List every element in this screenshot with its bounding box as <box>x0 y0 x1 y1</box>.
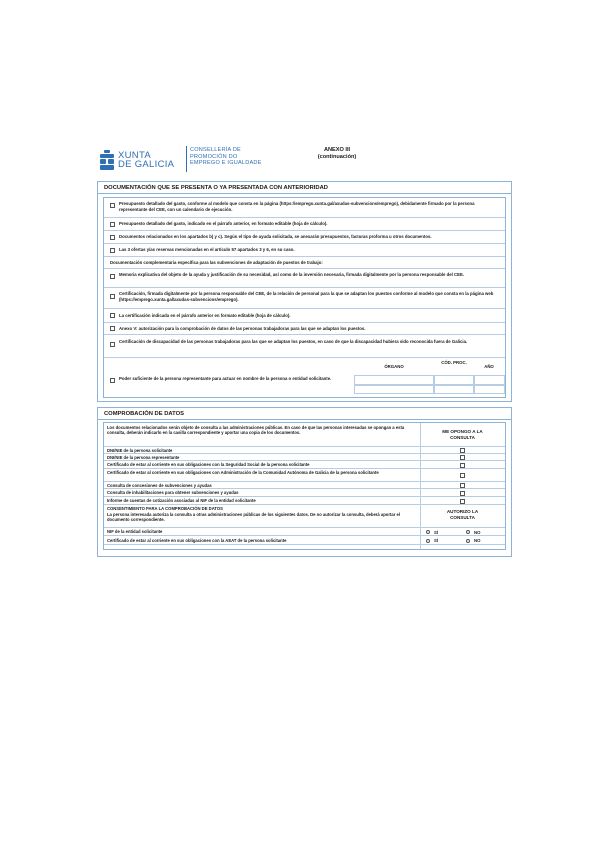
row-text: Consulta de concesiones de subvenciones y ayudas <box>107 483 212 488</box>
list-item <box>104 309 505 323</box>
checkbox[interactable] <box>110 274 115 279</box>
list-item <box>104 198 505 218</box>
oppose-checkbox[interactable] <box>460 491 465 496</box>
conselleria-name <box>190 147 262 167</box>
table-row <box>104 461 505 469</box>
table-row <box>104 482 505 489</box>
title-divider <box>98 419 511 420</box>
authorize-header: AUTORIZO LA CONSULTA <box>446 509 479 520</box>
oppose-checkbox[interactable] <box>460 455 465 460</box>
item-text: Certificación, firmada digitalmente por la persona responsable del CEE, de la relación de personal para la que se adaptan los puestos conforme al modelo que consta en la página web (https://emprego.xunta.gal/axudas-subvencions/emprego). <box>119 291 494 302</box>
no-radio[interactable] <box>466 539 470 543</box>
xunta-emblem-icon <box>100 150 114 170</box>
organo-field-2[interactable] <box>354 385 434 394</box>
table-row <box>104 454 505 461</box>
documentation-title: DOCUMENTACIÓN QUE SE PRESENTA O YA PRESENTADA CON ANTERIORIDAD <box>104 185 328 191</box>
conselleria-line1: CONSELLERÍA DE <box>190 147 241 153</box>
item-text: Las 3 ofertas y/as reservas mencionadas en el artículo 57 apartados 3 y 6, en su caso. <box>119 247 295 252</box>
list-item <box>104 323 505 335</box>
row-text: Certificado de estar al corriente en sus obligaciones con la AEAT de la persona solicitante <box>107 538 287 543</box>
checkbox[interactable] <box>110 235 115 240</box>
intro-row <box>104 423 505 447</box>
subheading: Documentación complementaria específica para las subvenciones de adaptación de puestos de trabajo: <box>110 260 323 265</box>
list-item <box>104 288 505 309</box>
cod-proc-field-2[interactable] <box>434 385 474 394</box>
row-text: DNI/NIE de la persona representante <box>107 455 180 460</box>
item-text: Certificación de discapacidad de las personas trabajadoras para las que se adaptan los puestos, en caso de que la discapacidad hubiera sido reconocida fuera de Galicia. <box>119 339 468 344</box>
row-text: Certificado de estar al corriente en sus obligaciones con Administración de la Comunidad Autónoma de Galicia de la persona solicitante <box>107 470 379 475</box>
consent-intro: La persona interesada autoriza la consulta a otras administraciones públicas de los siguientes datos. De no autorizar la consulta, deberá aportar el documento correspondiente. <box>107 511 400 522</box>
verification-table <box>103 422 506 550</box>
anexo-label <box>307 147 367 161</box>
oppose-checkbox[interactable] <box>460 483 465 488</box>
anexo-title: ANEXO III <box>323 147 351 153</box>
item-text: Anexo V: autorización para la comprobación de datos de las personas trabajadoras para las que se adaptan los puestos. <box>119 326 366 331</box>
document-header <box>100 146 500 176</box>
xunta-logo <box>100 146 174 174</box>
item-text: La certificación indicada en el párrafo anterior en formato editable (hoja de cálculo). <box>119 313 291 318</box>
ano-field[interactable] <box>474 375 505 385</box>
organo-field[interactable] <box>354 375 434 385</box>
item-text: Poder suficiente de la persona representante para actuar en nombre de la persona o entidad solicitante. <box>119 376 332 381</box>
subheading-row <box>104 257 505 269</box>
list-item <box>104 244 505 257</box>
list-item <box>104 231 505 244</box>
row-text: Consulta de inhabilitaciones para obtener subvenciones y ayudas <box>107 490 239 495</box>
row-text: Certificado de estar al corriente en sus obligaciones con la Seguridad Social de la persona solicitante <box>107 462 310 467</box>
checkbox[interactable] <box>110 342 115 347</box>
row-text: DNI/NIE de la persona solicitante <box>107 448 173 453</box>
intro-text: Los documentos relacionados serán objeto de consulta a las administraciones públicas. En caso de que las personas interesadas se opongan a esta consulta, deberán indicarlo en la casilla correspondiente y aportar una copia de los documentos. <box>107 425 405 436</box>
oppose-checkbox[interactable] <box>460 448 465 453</box>
table-row <box>104 528 505 536</box>
col-organo: ÓRGANO <box>384 364 404 369</box>
conselleria-line2: PROMOCIÓN DO <box>190 153 238 160</box>
item-text: Documentos relacionados en los apartados b) y c). Según el tipo de ayuda solicitada, se anexarán presupuestos, facturas proforma u otros documentos. <box>119 234 432 239</box>
oppose-checkbox[interactable] <box>460 463 465 468</box>
oppose-checkbox[interactable] <box>460 499 465 504</box>
yes-radio[interactable] <box>426 530 430 534</box>
verification-title: COMPROBACIÓN DE DATOS <box>104 411 184 417</box>
list-item <box>104 335 505 358</box>
documentation-list <box>103 197 506 398</box>
ano-field-2[interactable] <box>474 385 505 394</box>
checkbox[interactable] <box>110 326 115 331</box>
data-verification-section <box>97 407 512 557</box>
consent-header-row <box>104 505 505 528</box>
checkbox[interactable] <box>110 203 115 208</box>
yes-label: SÍ <box>434 529 439 535</box>
col-ano: AÑO <box>484 364 494 369</box>
yes-radio[interactable] <box>426 539 430 543</box>
no-label: NO <box>474 529 481 535</box>
checkbox[interactable] <box>110 222 115 227</box>
item-text: Memoria explicativa del objeto de la ayuda y justificación de su necesidad, así como de la inversión necesaria, firmada digitalmente por la persona responsable del CEE. <box>119 272 465 277</box>
checkbox[interactable] <box>110 294 115 299</box>
row-text: Informe de cuentas de cotización asociadas al NIF de la entidad solicitante <box>107 498 256 503</box>
list-item <box>104 218 505 231</box>
table-row <box>104 489 505 497</box>
item-text: Presupuesto detallado del gasto, conforme al modelo que consta en la página (https://emprego.xunta.gal/axudas-subvencions/emprego), debidamente firmado por la persona representante del CEE, con un calendario de ejecución. <box>119 201 475 212</box>
anexo-subtitle: (continuación) <box>317 154 357 160</box>
col-cod-proc: CÓD. PROC. <box>441 360 467 365</box>
table-row <box>104 536 505 545</box>
cod-proc-field[interactable] <box>434 375 474 385</box>
checkbox[interactable] <box>110 313 115 318</box>
logo-line1: XUNTA <box>118 149 151 161</box>
consent-title: CONSENTIMIENTO PARA LA COMPROBACIÓN DE DATOS <box>107 506 223 511</box>
item-text: Presupuesto detallado del gasto, indicado en el párrafo anterior, en formato editable (hoja de cálculo). <box>119 221 328 226</box>
checkbox[interactable] <box>110 248 115 253</box>
no-radio[interactable] <box>466 530 470 534</box>
oppose-header: ME OPONGO A LA CONSULTA <box>442 429 483 440</box>
list-item <box>104 269 505 288</box>
conselleria-line3: EMPREGO E IGUALDADE <box>190 160 262 167</box>
logo-separator <box>186 146 187 172</box>
oppose-checkbox[interactable] <box>460 473 465 478</box>
logo-line2: DE GALICIA <box>118 159 175 170</box>
table-row <box>104 497 505 505</box>
documentation-section <box>97 181 512 402</box>
table-row <box>104 447 505 454</box>
title-divider <box>98 193 511 194</box>
row-text: NIF de la entidad solicitante <box>107 529 163 534</box>
list-item-with-table <box>104 358 505 399</box>
table-row <box>104 469 505 482</box>
yes-label: SÍ <box>434 538 439 543</box>
no-label: NO <box>474 538 481 543</box>
checkbox[interactable] <box>110 378 115 383</box>
